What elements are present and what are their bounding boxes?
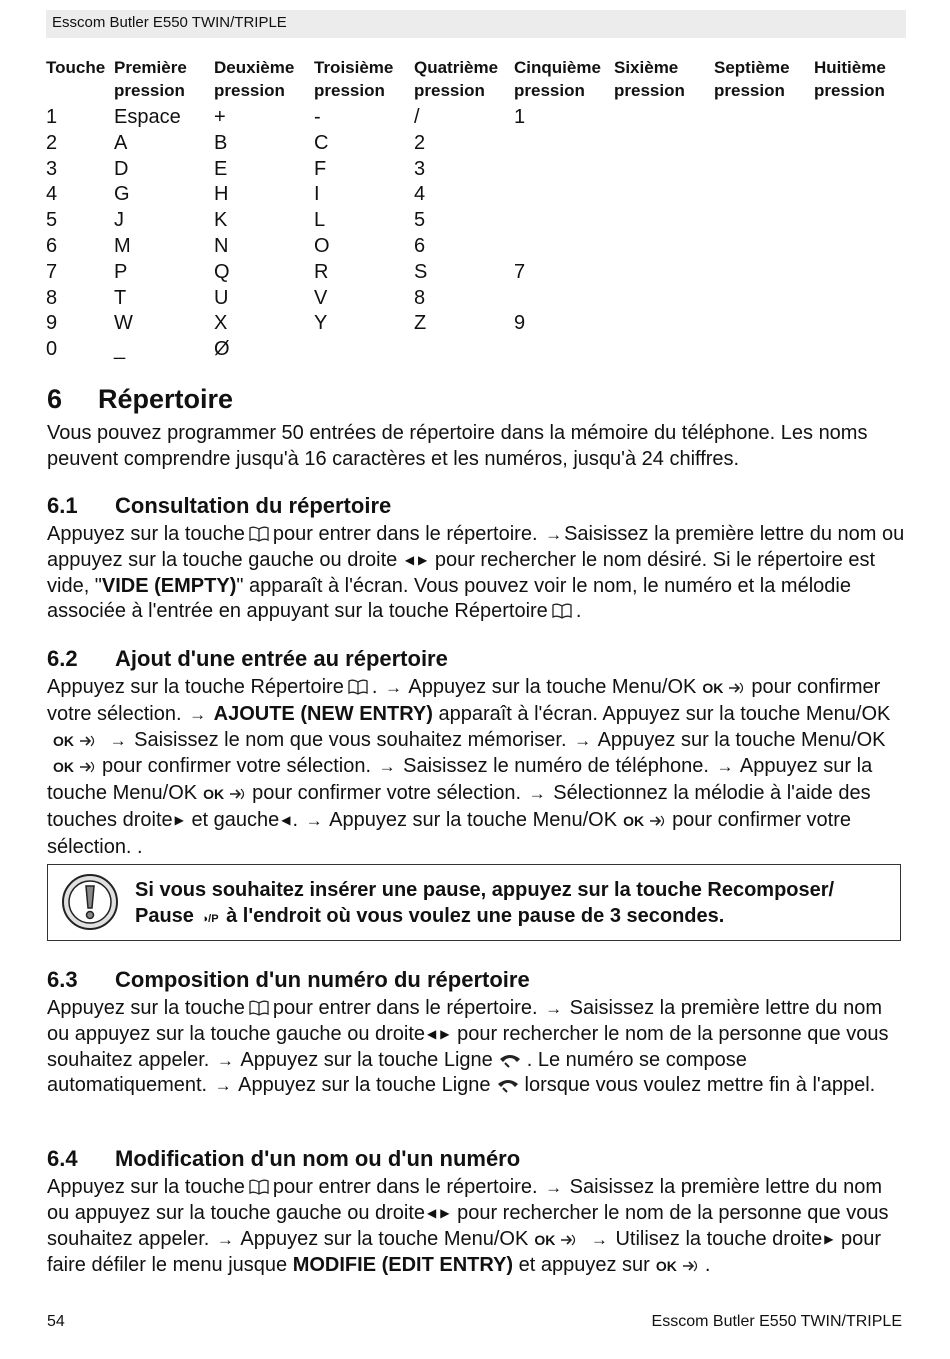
menu-ok-icon [228, 787, 248, 801]
note-box [47, 864, 901, 941]
arrow-right-icon: → [214, 1076, 232, 1096]
section-6-3-body: Appuyez sur la touche pour entrer dans le répertoire. → Saisissez la première lettre du nom ou appuyez sur la touche gauche ou droite ◀ ▶ pour rechercher le nom de la personne que vous souhaitez appeler. → Appuyez sur la touche Ligne . Le numéro se compose automatiquement. → Appuyez sur la touche Ligne lorsque vous voulez mettre fin à l'appel. [47, 996, 907, 1099]
left-key-icon: ◀ [404, 552, 415, 567]
table-cell: L [314, 209, 326, 232]
table-cell: O [314, 234, 330, 257]
table-cell: 3 [46, 157, 58, 180]
header-title: Esscom Butler E550 TWIN/TRIPLE [52, 14, 287, 31]
phonebook-icon [248, 1179, 270, 1195]
table-cell: 8 [46, 286, 58, 309]
table-cell [614, 260, 714, 286]
table-cell: 7 [46, 260, 58, 283]
warning-icon [60, 872, 120, 932]
table-cell: 3 [414, 157, 426, 180]
table-cell [714, 234, 814, 260]
ok-key-icon: OK [655, 1258, 677, 1275]
arrow-right-icon: → [590, 1229, 608, 1249]
column-header: Quatrième pression [414, 58, 499, 100]
table-cell [614, 105, 714, 131]
arrow-right-icon: → [528, 784, 546, 804]
table-cell: B [214, 131, 228, 154]
table-cell: 1 [46, 106, 58, 128]
menu-ok-icon [681, 1259, 701, 1273]
footer-title: Esscom Butler E550 TWIN/TRIPLE [651, 1313, 902, 1330]
table-cell [514, 286, 614, 312]
table-cell: Q [214, 260, 230, 283]
table-cell [614, 208, 714, 234]
table-cell: 1 [514, 106, 526, 128]
arrow-right-icon: → [109, 730, 127, 750]
table-cell: G [114, 183, 130, 206]
table-cell [714, 260, 814, 286]
table-cell [814, 208, 904, 234]
table-row [46, 182, 904, 208]
section-6-1-body: Appuyez sur la touche pour entrer dans le répertoire. → Saisissez la première lettre du nom ou appuyez sur la touche gauche ou droite ◀ ▶ pour rechercher le nom désiré. Si le répertoire est vide, "VIDE (EMPTY)" apparaît à l'écran. Vous pouvez voir le nom, le numéro et la mélodie associée à l'entrée en appuyant sur la touche Répertoire . [47, 523, 905, 623]
menu-ok-icon [78, 734, 98, 748]
table-cell [514, 131, 614, 157]
column-header: Troisième pression [314, 58, 394, 100]
column-header: Touche [46, 58, 106, 77]
redial-pause-icon: ◑/P [201, 913, 219, 925]
table-cell [814, 182, 904, 208]
table-cell [614, 157, 714, 183]
section-6-4-title: 6.4 Modification d'un nom ou d'un numéro [47, 1146, 521, 1171]
table-cell: + [214, 106, 226, 128]
section-6-1-title: 6.1 Consultation du répertoire [47, 493, 392, 518]
arrow-right-icon: → [189, 704, 207, 724]
table-cell: M [114, 234, 131, 257]
section-6-title: 6 Répertoire [47, 384, 234, 414]
table-row [46, 208, 904, 234]
table-cell [714, 105, 814, 131]
arrow-right-icon: → [378, 757, 396, 777]
table-cell [614, 131, 714, 157]
menu-ok-icon [78, 760, 98, 774]
page-number: 54 [47, 1313, 65, 1330]
table-cell [614, 286, 714, 312]
table-cell [514, 157, 614, 183]
table-cell: 2 [414, 131, 426, 154]
header-bar [46, 10, 906, 38]
table-cell [514, 182, 614, 208]
arrow-right-icon: → [216, 1229, 234, 1249]
table-cell [814, 131, 904, 157]
section-6-intro: Vous pouvez programmer 50 entrées de répertoire dans la mémoire du téléphone. Les noms peuvent comprendre jusqu'à 16 caractères et les numéros, jusqu'à 24 chiffres. [47, 422, 868, 470]
table-cell: A [114, 131, 128, 154]
ok-key-icon: OK [53, 732, 74, 749]
column-header: Septième pression [714, 58, 790, 100]
phonebook-icon [347, 679, 369, 695]
table-cell [714, 208, 814, 234]
table-row [46, 131, 904, 157]
table-row [46, 157, 904, 183]
left-key-icon: ◀ [281, 812, 291, 827]
right-key-icon: ▶ [418, 552, 428, 567]
column-header: Première pression [114, 58, 187, 100]
table-cell: 5 [46, 209, 58, 232]
table-cell [414, 337, 514, 363]
table-cell: _ [114, 338, 126, 361]
table-cell [714, 182, 814, 208]
phonebook-icon [248, 1000, 270, 1016]
table-cell [614, 182, 714, 208]
arrow-right-icon: → [545, 1178, 563, 1197]
ok-key-icon: OK [203, 786, 225, 803]
table-cell: I [314, 183, 320, 206]
note-text: Si vous souhaitez insérer une pause, appuyez sur la touche Recomposer/ Pause ◑/P à l'endroit où vous voulez une pause de 3 secondes. [135, 877, 895, 932]
phone-handset-icon [495, 1078, 521, 1094]
ok-key-icon: OK [534, 1231, 556, 1248]
arrow-right-icon: → [545, 525, 563, 544]
menu-ok-icon [727, 681, 747, 695]
table-cell: 5 [414, 209, 426, 232]
table-cell: J [114, 209, 124, 232]
menu-ok-icon [559, 1233, 579, 1247]
phone-handset-icon [497, 1053, 523, 1069]
left-key-icon: ◀ [427, 1026, 437, 1041]
column-header: Cinquième pression [514, 58, 601, 100]
table-cell: T [114, 286, 127, 309]
table-cell: S [414, 260, 428, 283]
table-cell [814, 286, 904, 312]
right-key-icon: ▶ [440, 1205, 450, 1220]
table-cell: 6 [414, 234, 426, 257]
table-cell: Ø [214, 338, 230, 361]
table-cell: Z [414, 312, 427, 335]
table-cell: Espace [114, 106, 181, 128]
phonebook-icon [248, 526, 270, 542]
left-key-icon: ◀ [427, 1205, 437, 1220]
table-cell [514, 337, 614, 363]
table-row [46, 260, 904, 286]
table-cell: / [414, 106, 420, 128]
table-cell: R [314, 260, 329, 283]
section-6-3-title: 6.3 Composition d'un numéro du répertoire [47, 967, 530, 992]
table-cell [714, 131, 814, 157]
ok-key-icon: OK [702, 680, 724, 696]
table-cell: U [214, 286, 229, 309]
table-cell: X [214, 312, 228, 335]
arrow-right-icon: → [305, 810, 323, 830]
table-cell: 4 [46, 183, 58, 206]
table-cell: Y [314, 312, 328, 335]
table-cell: 9 [46, 312, 58, 335]
right-key-icon: ▶ [174, 812, 184, 827]
table-cell: 0 [46, 338, 58, 361]
table-cell: 7 [514, 260, 526, 283]
table-cell [614, 234, 714, 260]
section-6-4-body: Appuyez sur la touche pour entrer dans le répertoire. → Saisissez la première lettre du nom ou appuyez sur la touche gauche ou droite ◀ ▶ pour rechercher le nom de la personne que vous souhaitez appeler. → Appuyez sur la touche Menu/OK OK → Utilisez la touche droite ▶ pour faire défiler le menu jusque MODIFIE (EDIT ENTRY) et appuyez sur OK . [47, 1175, 907, 1280]
arrow-right-icon: → [384, 678, 402, 697]
table-cell: 2 [46, 131, 58, 154]
table-cell [814, 260, 904, 286]
table-cell: D [114, 157, 129, 180]
table-cell: H [214, 183, 229, 206]
table-cell: F [314, 157, 327, 180]
table-cell: 8 [414, 286, 426, 309]
character-table [46, 56, 904, 363]
table-cell: P [114, 260, 128, 283]
table-cell [514, 208, 614, 234]
table-cell: 4 [414, 183, 426, 206]
table-cell: W [114, 312, 133, 335]
table-cell [814, 311, 904, 337]
table-cell: K [214, 209, 228, 232]
table-cell: E [214, 157, 228, 180]
arrow-right-icon: → [716, 757, 734, 777]
table-header-row [46, 56, 904, 105]
table-cell [814, 157, 904, 183]
table-cell [714, 311, 814, 337]
table-cell: N [214, 234, 229, 257]
table-cell: 9 [514, 312, 526, 335]
table-cell [514, 234, 614, 260]
table-row [46, 286, 904, 312]
table-cell [714, 286, 814, 312]
table-cell: C [314, 131, 329, 154]
ok-key-icon: OK [53, 759, 74, 776]
column-header: Deuxième pression [214, 58, 295, 100]
table-cell [814, 105, 904, 131]
section-6-2-body: Appuyez sur la touche Répertoire . → Appuyez sur la touche Menu/OK OK pour confirmer votre sélection. → AJOUTE (NEW ENTRY) apparaît à l'écran. Appuyez sur la touche Menu/OKOK → Saisissez le nom que vous souhaitez mémoriser. → Appuyez sur la touche Menu/OKOK pour confirmer votre sélection. → Saisissez le numéro de téléphone. → Appuyez sur la touche Menu/OK OK pour confirmer votre sélection. → Sélectionnez la mélodie à l'aide des touches droite ▶ et gauche ◀ . → Appuyez sur la touche Menu/OK OK pour confirmer votre sélection. . [47, 676, 891, 858]
table-cell [614, 311, 714, 337]
table-row [46, 105, 904, 131]
table-cell [814, 234, 904, 260]
ok-key-icon: OK [623, 812, 645, 829]
arrow-right-icon: → [574, 730, 592, 750]
table-row [46, 311, 904, 337]
table-cell: - [314, 106, 321, 128]
table-cell [814, 337, 904, 363]
section-6-2-title: 6.2 Ajout d'une entrée au répertoire [47, 646, 448, 671]
table-cell: V [314, 286, 328, 309]
arrow-right-icon: → [216, 1050, 234, 1070]
right-key-icon: ▶ [824, 1231, 834, 1246]
arrow-right-icon: → [545, 999, 563, 1018]
menu-ok-icon [648, 814, 668, 828]
table-cell [714, 337, 814, 363]
table-row [46, 337, 904, 363]
column-header: Huitième pression [814, 58, 886, 100]
table-cell [714, 157, 814, 183]
table-cell: 6 [46, 234, 58, 257]
table-cell [614, 337, 714, 363]
table-cell [314, 337, 414, 363]
phonebook-icon [551, 603, 573, 619]
right-key-icon: ▶ [440, 1026, 450, 1041]
column-header: Sixième pression [614, 58, 685, 100]
table-row [46, 234, 904, 260]
